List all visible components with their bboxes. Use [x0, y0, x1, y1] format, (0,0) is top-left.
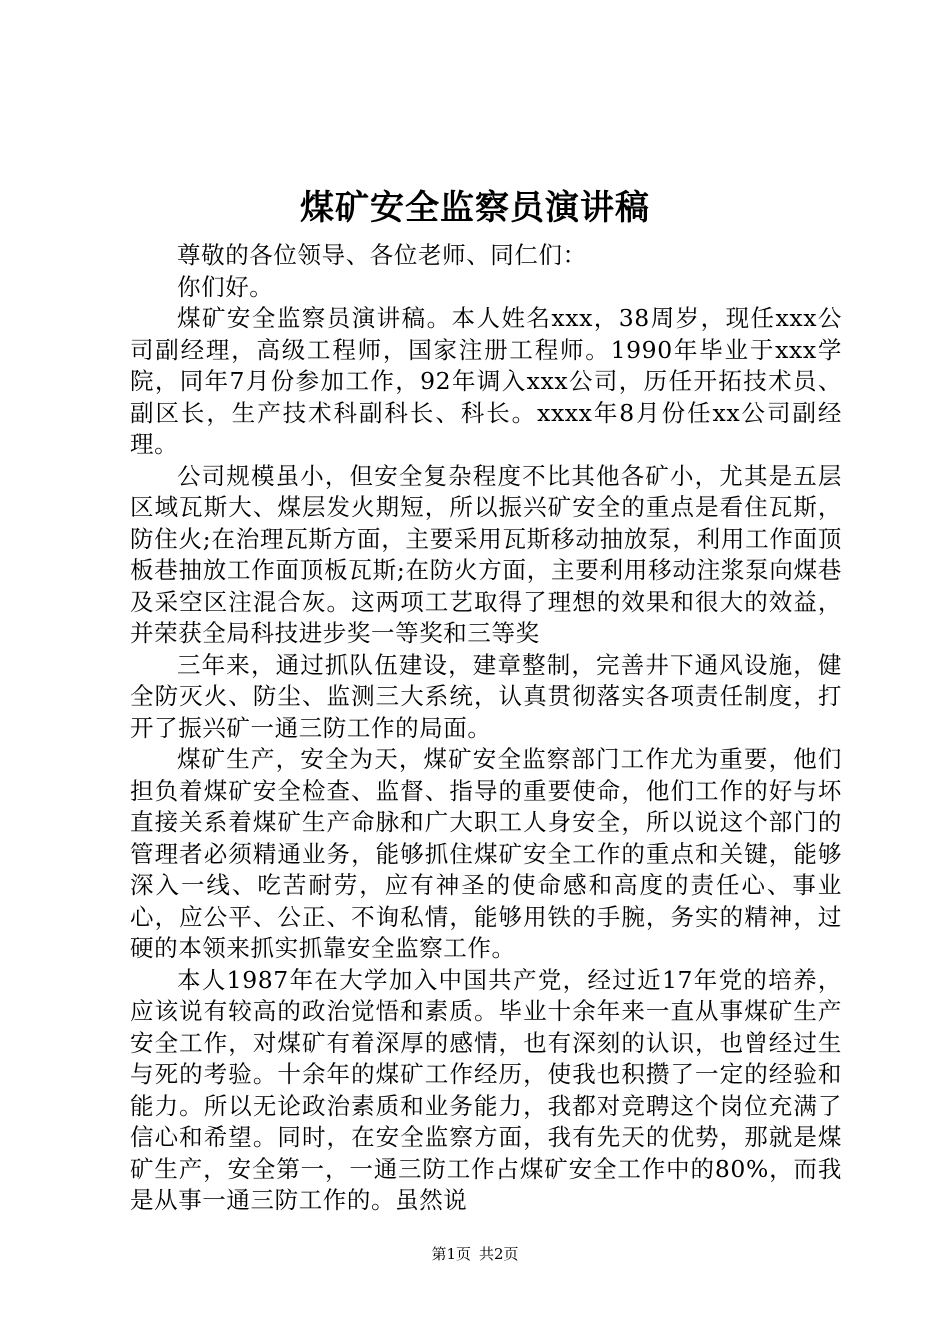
greeting-paragraph: 你们好。: [177, 272, 274, 301]
page-footer: [0, 1244, 950, 1264]
document-title: 煤矿安全监察员演讲稿: [300, 188, 650, 228]
body-paragraph: 煤矿安全监察员演讲稿。本人姓名xxx，38周岁，现任xxx公司副经理，高级工程师，国家注册工程师。1990年毕业于xxx学院，同年7月份参加工作，92年调入xxx公司，历任开拓技术员、副区长，生产技术科副科长、科长。xxxx年8月份任xx公司副经理。: [130, 304, 842, 458]
body-paragraph: 煤矿生产，安全为天，煤矿安全监察部门工作尤为重要，他们担负着煤矿安全检查、监督、指导的重要使命，他们工作的好与坏直接关系着煤矿生产命脉和广大职工人身安全，所以说这个部门的管理者必须精通业务，能够抓住煤矿安全工作的重点和关键，能够深入一线、吃苦耐劳，应有神圣的使命感和高度的责任心、事业心，应公平、公正、不询私情，能够用铁的手腕，务实的精神，过硬的本领来抓实抓靠安全监察工作。: [130, 745, 842, 962]
body-paragraph: 公司规模虽小，但安全复杂程度不比其他各矿小，尤其是五层区域瓦斯大、煤层发火期短，所以振兴矿安全的重点是看住瓦斯，防住火;在治理瓦斯方面，主要采用瓦斯移动抽放泵，利用工作面顶板巷抽放工作面顶板瓦斯;在防火方面，主要利用移动注浆泵向煤巷及采空区注混合灰。这两项工艺取得了理想的效果和很大的效益，并荣获全局科技进步奖一等奖和三等奖: [130, 461, 842, 647]
salutation-paragraph: 尊敬的各位领导、各位老师、同仁们：: [177, 241, 587, 269]
document-body: [130, 240, 842, 1217]
body-paragraph: 三年来，通过抓队伍建设，建章整制，完善井下通风设施，健全防灭火、防尘、监测三大系统，认真贯彻落实各项责任制度，打开了振兴矿一通三防工作的局面。: [130, 650, 842, 742]
page-number-current: 第1页: [431, 1245, 471, 1263]
body-paragraph: 本人1987年在大学加入中国共产党，经过近17年党的培养，应该说有较高的政治觉悟和素质。毕业十余年来一直从事煤矿生产安全工作，对煤矿有着深厚的感情，也有深刻的认识，也曾经过生与死的考验。十余年的煤矿工作经历，使我也积攒了一定的经验和能力。所以无论政治素质和业务能力，我都对竞聘这个岗位充满了信心和希望。同时，在安全监察方面，我有先天的优势，那就是煤矿生产，安全第一，一通三防工作占煤矿安全工作中的80%，而我是从事一通三防工作的。虽然说: [130, 965, 842, 1214]
page-number-total: 共2页: [479, 1245, 519, 1263]
